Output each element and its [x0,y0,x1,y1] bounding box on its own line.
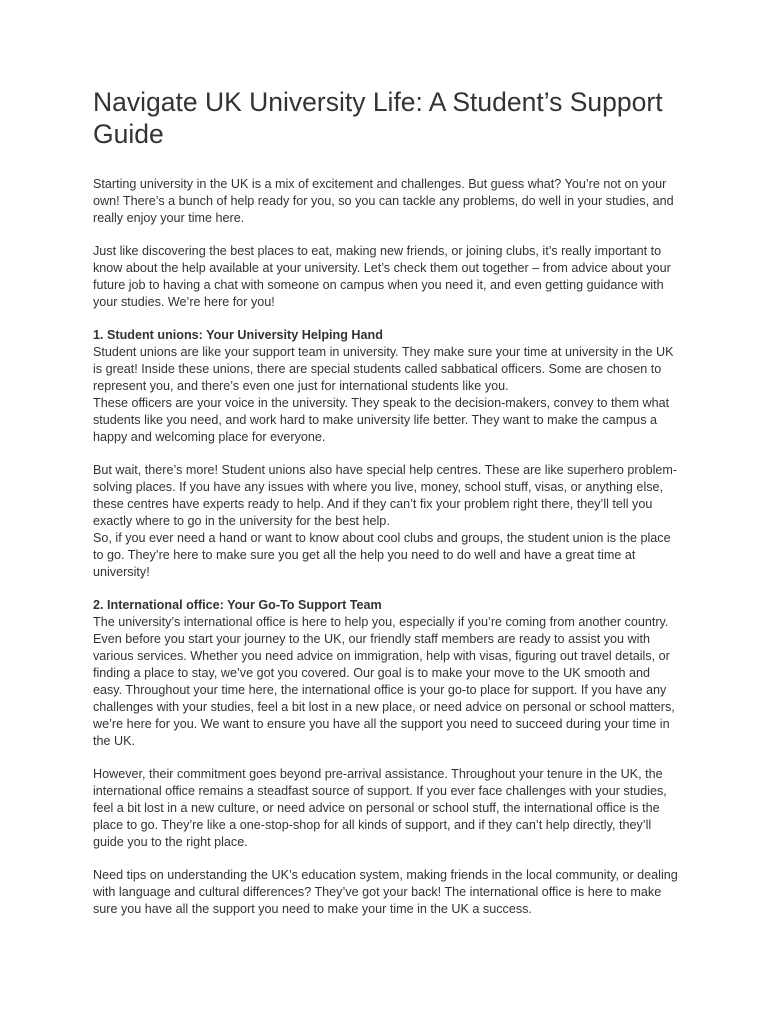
section-student-unions [93,327,679,581]
section-paragraph: The university’s international office is here to help you, especially if you’re coming from another country. Even before you start your journey to the UK, our friendly staff members are ready to assist you with various services. Whether you need advice on immigration, help with visas, figuring out travel details, or finding a place to stay, we’ve got you covered. Our goal is to make your move to the UK smooth and easy. Throughout your time here, the international office is your go-to place for support. If you have any challenges with your studies, feel a bit lost in a new place, or need advice on personal or school matters, we’re here for you. We want to ensure you have all the support you need to succeed during your time in the UK. [93,615,675,748]
section-paragraph: However, their commitment goes beyond pre-arrival assistance. Throughout your tenure in the UK, the international office remains a steadfast source of support. If you ever face challenges with your studies, feel a bit lost in a new culture, or need advice on personal or school stuff, the international office is the place to go. They’re like a one-stop-shop for all kinds of support, and if they can’t help directly, they’ll guide you to the right place. [93,767,667,849]
section-international-office [93,597,679,918]
section-paragraph: Student unions are like your support team in university. They make sure your time at university in the UK is great! Inside these unions, there are special students called sabbatical officers. Some are chosen to represent you, and there’s even one just for international students like you. [93,345,674,393]
section-heading: 1. Student unions: Your University Helping Hand [93,328,383,342]
section-paragraph: Need tips on understanding the UK’s education system, making friends in the local community, or dealing with language and cultural differences? They’ve got your back! The international office is here to make sure you have all the support you need to make your time in the UK a success. [93,868,678,916]
document-title: Navigate UK University Life: A Student’s Support Guide [93,87,663,149]
intro-paragraph-1: Starting university in the UK is a mix of excitement and challenges. But guess what? You’re not on your own! There’s a bunch of help ready for you, so you can tackle any problems, do well in your studies, and really enjoy your time here. [93,177,674,225]
section-paragraph: So, if you ever need a hand or want to know about cool clubs and groups, the student union is the place to go. They’re here to make sure you get all the help you need to do well and have a great time at university! [93,531,671,579]
section-paragraph: These officers are your voice in the university. They speak to the decision-makers, convey to them what students like you need, and work hard to make university life better. They want to make the campus a happy and welcoming place for everyone. [93,396,670,444]
section-paragraph: But wait, there’s more! Student unions also have special help centres. These are like superhero problem-solving places. If you have any issues with where you live, money, school stuff, visas, or anything else, these centres have experts ready to help. And if they can’t fix your problem right there, they’ll tell you exactly where to go in the university for the best help. [93,463,678,528]
document-body [93,176,679,918]
section-heading: 2. International office: Your Go-To Support Team [93,598,382,612]
intro-paragraph-2: Just like discovering the best places to eat, making new friends, or joining clubs, it’s really important to know about the help available at your university. Let’s check them out together – from advice about your future job to having a chat with someone on campus when you need it, and even getting guidance with your studies. We’re here for you! [93,244,671,309]
document-page [93,86,679,934]
